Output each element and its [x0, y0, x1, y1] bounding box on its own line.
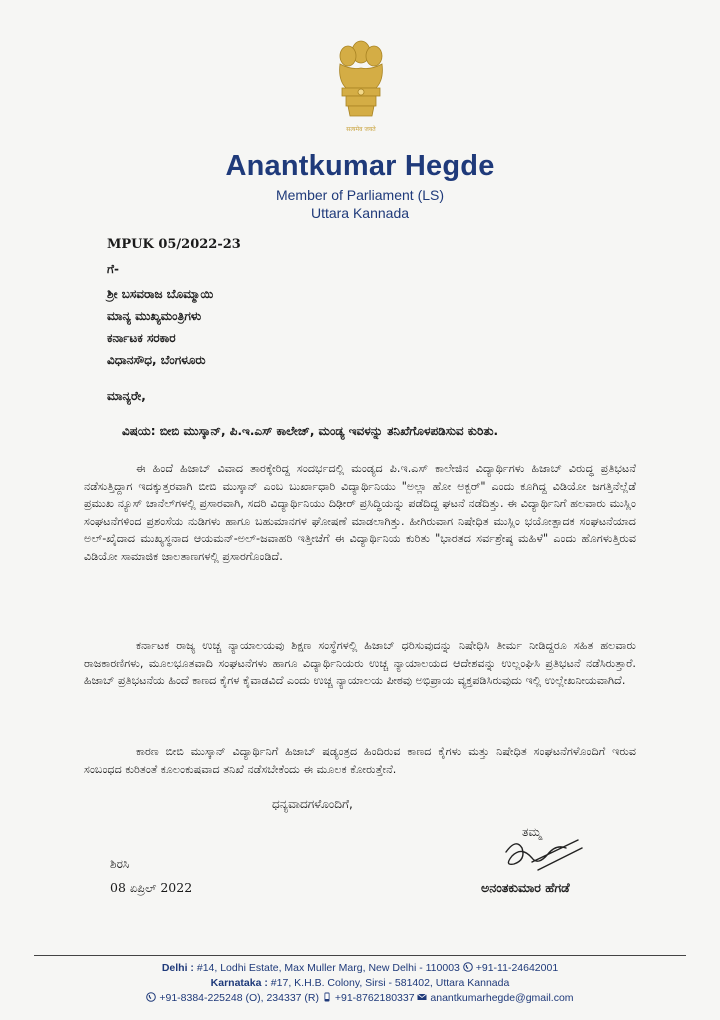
subject-line: ವಿಷಯ: ಬೀಬಿ ಮುಸ್ಕಾನ್, ಪಿ.ಇ.ಎಸ್ ಕಾಲೇಜ್, ಮಂಡ್ಯ ಇವಳನ್ನು ತನಿಖೆಗೊಳಪಡಿಸುವ ಕುರಿತು.	[122, 424, 499, 438]
body-paragraph-1: ಈ ಹಿಂದೆ ಹಿಜಾಬ್ ವಿವಾದ ತಾರಕ್ಕೇರಿದ್ದ ಸಂದರ್ಭದಲ್ಲಿ ಮಂಡ್ಯದ ಪಿ.ಇ.ಎಸ್ ಕಾಲೇಜಿನ ವಿದ್ಯಾರ್ಥಿಗಳು ಹಿಜಾಬ್ ವಿರುದ್ಧ ಪ್ರತಿಭಟನೆ ನಡೆಸುತ್ತಿದ್ದಾಗ ಇದಕ್ಕುತ್ತರವಾಗಿ ಬೀಬಿ ಮುಸ್ಕಾನ್ ಎಂಬ ಬುರ್ಖಾಧಾರಿ ವಿದ್ಯಾರ್ಥಿನಿಯು "ಅಲ್ಲಾ ಹೋ ಅಕ್ಬರ್" ಎಂದು ಕೂಗಿದ್ದ ವಿಡಿಯೋ ಜಗತ್ತಿನೆಲ್ಲೆಡೆ ಪ್ರಮುಖ ನ್ಯೂಸ್ ಚಾನೆಲ್‌ಗಳಲ್ಲಿ ಪ್ರಸಾರವಾಗಿ, ಸದರಿ ವಿದ್ಯಾರ್ಥಿನಿಯು ದಿಢೀರ್ ಪ್ರಸಿದ್ಧಿಯನ್ನು ಪಡೆದಿದ್ದ ಘಟನೆ ನಡೆದಿತ್ತು. ಈ ವಿದ್ಯಾರ್ಥಿನಿಗೆ ಹಲವಾರು ಮುಸ್ಲಿಂ ಸಂಘಟನೆಗಳಿಂದ ಪ್ರಶಂಸೆಯ ನುಡಿಗಳು ಹಾಗೂ ಬಹುಮಾನಗಳ ಘೋಷಣೆ ಮಾಡಲಾಗಿತ್ತು. ಹೀಗಿರುವಾಗ ನಿಷೇಧಿತ ಮುಸ್ಲಿಂ ಭಯೋತ್ಪಾದಕ ಸಂಘಟನೆಯಾದ ಅಲ್-ಖೈದಾದ ಮುಖ್ಯಸ್ಥನಾದ ಆಯಮನ್-ಅಲ್-ಜವಾಹರಿ ಇತ್ತೀಚೆಗೆ ಈ ವಿದ್ಯಾರ್ಥಿನಿಯ ಕುರಿತು "ಭಾರತದ ಸರ್ವಶ್ರೇಷ್ಠ ಮಹಿಳೆ" ಎಂದು ಹೊಗಳುತ್ತಿರುವ ವಿಡಿಯೋ ಸಾಮಾಜಿಕ ಜಾಲತಾಣಗಳಲ್ಲಿ ಪ್ರಸಾರಗೊಂಡಿದೆ.	[84, 462, 636, 563]
phone-icon	[146, 992, 156, 1002]
national-emblem-icon	[326, 30, 396, 140]
salutation: ಮಾನ್ಯರೇ,	[107, 389, 146, 403]
closing: ಧನ್ಯವಾದಗಳೊಂದಿಗೆ,	[272, 797, 353, 811]
letterhead-constituency: Uttara Kannada	[310, 205, 410, 221]
mobile-icon	[322, 992, 332, 1002]
signature-date	[110, 880, 192, 896]
recipient-line3: ಕರ್ನಾಟಕ ಸರಕಾರ	[107, 331, 176, 345]
body-paragraph-3: ಕಾರಣ ಬೀಬಿ ಮುಸ್ಕಾನ್ ವಿದ್ಯಾರ್ಥಿನಿಗೆ ಹಿಜಾಬ್ ಷಡ್ಯಂತ್ರದ ಹಿಂದಿರುವ ಕಾಣದ ಕೈಗಳು ಮತ್ತು ನಿಷೇಧಿತ ಸಂಘಟನೆಗಳೊಂದಿಗೆ ಇರುವ ಸಂಬಂಧದ ಕುರಿತಂತೆ ಕೂಲಂಕುಷವಾದ ತನಿಖೆ ನಡೆಸಬೇಕೆಂದು ಈ ಮೂಲಕ ಕೋರುತ್ತೇನೆ.	[84, 745, 636, 776]
emblem-motto: सत्यमेव जयते	[346, 126, 376, 133]
recipient-line2: ಮಾನ್ಯ ಮುಖ್ಯಮಂತ್ರಿಗಳು	[107, 309, 202, 323]
signer-name: ಅನಂತಕುಮಾರ ಹೆಗಡೆ	[481, 880, 570, 895]
footer-email: anantkumarhegde@gmail.com	[430, 992, 574, 1004]
date-day: 08	[110, 880, 126, 895]
letterhead-name: Anantkumar Hegde	[225, 150, 495, 182]
date-month: ಏಪ್ರಿಲ್	[129, 881, 157, 895]
handwritten-signature	[492, 818, 592, 882]
signature-place: ಶಿರಸಿ	[110, 857, 130, 871]
recipient-line1: ಶ್ರೀ ಬಸವರಾಜ ಬೊಮ್ಮಾಯಿ	[107, 287, 214, 301]
body-paragraph-2: ಕರ್ನಾಟಕ ರಾಜ್ಯ ಉಚ್ಚ ನ್ಯಾಯಾಲಯವು ಶಿಕ್ಷಣ ಸಂಸ್ಥೆಗಳಲ್ಲಿ ಹಿಜಾಬ್ ಧರಿಸುವುದನ್ನು ನಿಷೇಧಿಸಿ ತೀರ್ಮ ನೀಡಿದ್ದರೂ ಸಹಿತ ಹಲವಾರು ರಾಜಕಾರಣಿಗಳು, ಮೂಲಭೂತವಾದಿ ಸಂಘಟನೆಗಳು ಹಾಗೂ ವಿದ್ಯಾರ್ಥಿನಿಯರು ಉಚ್ಚ ನ್ಯಾಯಾಲಯದ ಆದೇಶವನ್ನು ಉಲ್ಲಂಘಿಸಿ ಪ್ರತಿಭಟನೆ ನಡೆಸಿರುತ್ತಾರೆ. ಹಿಜಾಬ್ ಪ್ರತಿಭಟನೆಯ ಹಿಂದೆ ಕಾಣದ ಕೈಗಳ ಕೈವಾಡವಿದೆ ಎಂದು ಉಚ್ಚ ನ್ಯಾಯಾಲಯ ಪೀಠವು ಅಭಿಪ್ರಾಯ ವ್ಯಕ್ತಪಡಿಸಿರುವುದು ಇಲ್ಲಿ ಉಲ್ಲೇಖನೀಯವಾಗಿದೆ.	[84, 639, 636, 688]
date-year: 2022	[160, 880, 193, 895]
footer-delhi-phone: +91-11-24642001	[475, 962, 559, 974]
phone-icon	[463, 962, 473, 972]
letterhead-role: Member of Parliament (LS)	[275, 187, 445, 203]
footer-karnataka-label: Karnataka :	[210, 977, 268, 989]
footer-delhi-label: Delhi :	[161, 962, 194, 974]
email-icon	[417, 992, 427, 1002]
footer-karnataka-address: #17, K.H.B. Colony, Sirsi - 581402, Uttara Kannada	[270, 977, 510, 989]
footer-karnataka	[0, 977, 720, 989]
recipient-line4: ವಿಧಾನಸೌಧ, ಬೆಂಗಳೂರು	[107, 353, 206, 367]
footer-delhi	[0, 962, 720, 974]
recipient-to: ಗೆ-	[107, 262, 119, 276]
footer-phone-office-res: +91-8384-225248 (O), 234337 (R)	[159, 992, 319, 1004]
svg-text:ತಮ್ಮ: ತಮ್ಮ	[522, 825, 542, 839]
footer-divider	[34, 955, 686, 956]
footer-mobile: +91-8762180337	[334, 992, 415, 1004]
reference-number: MPUK 05/2022-23	[107, 237, 241, 252]
footer-delhi-address: #14, Lodhi Estate, Max Muller Marg, New Delhi - 110003	[196, 962, 460, 974]
footer-contacts	[0, 992, 720, 1004]
